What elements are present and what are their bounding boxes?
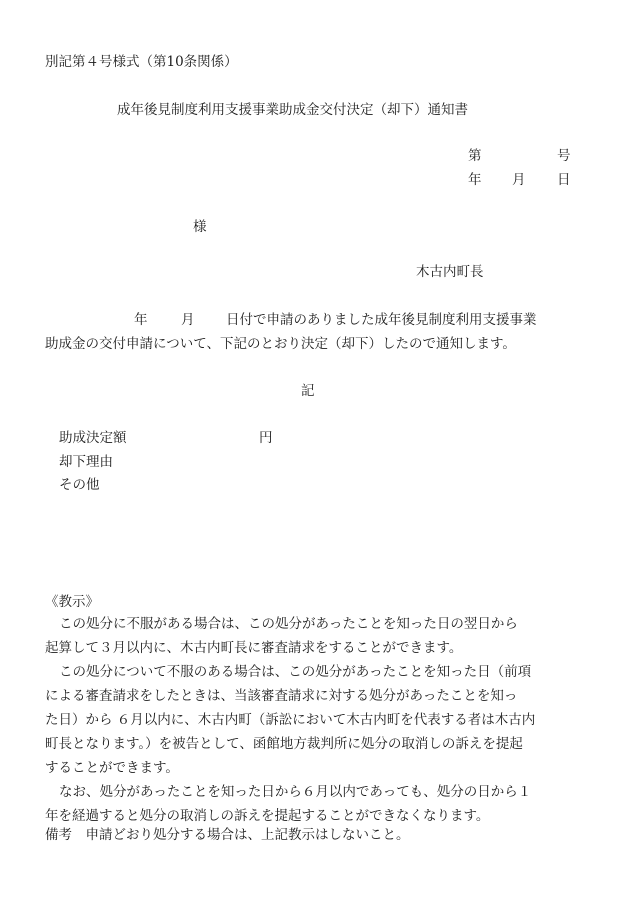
notice-para-2-line: この処分について不服のある場合は、この処分があったことを知った日（前項 [59,664,532,680]
date-day: 日 [557,172,571,188]
notice-para-1 [45,612,575,660]
notice-para-2 [45,660,575,780]
amount-label: 助成決定額 [59,430,127,446]
document-title: 成年後見制度利用支援事業助成金交付決定（却下）通知書 [117,102,468,118]
intro-month: 月 [181,312,195,328]
notice-para-3-line: なお、処分があったことを知った日から６月以内であっても、処分の日から１ [59,784,532,800]
date-year: 年 [468,172,482,188]
amount-unit: 円 [259,430,273,446]
ki-heading: 記 [301,383,315,399]
notice-para-2-line: による審査請求をしたときは、当該審査請求に対する処分があったことを知っ [45,688,518,704]
notice-para-2-line: 町長となります。）を被告として、函館地方裁判所に処分の取消しの訴えを提起 [45,736,523,752]
remarks: 備考 申請どおり処分する場合は、上記教示はしないこと。 [45,827,410,843]
notice-heading: 《教示》 [45,594,99,610]
doc-number-prefix: 第 [468,148,482,164]
notice-para-2-line: た日）から ６月以内に、木古内町（訴訟において木古内町を代表する者は木古内 [45,712,536,728]
notice-para-2-line: することができます。 [45,760,179,776]
form-label: 別記第４号様式（第10条関係） [45,54,238,70]
reason-label: 却下理由 [59,454,113,470]
notice-para-3 [45,780,575,828]
addressee-sama: 様 [193,219,207,235]
notice-para-1-line: 起算して３月以内に、木古内町長に審査請求をすることができます。 [45,640,463,656]
notice-para-3-line: 年を経過すると処分の取消しの訴えを提起することができなくなります。 [45,808,490,824]
other-label: その他 [59,477,100,493]
doc-number-suffix: 号 [557,148,571,164]
intro-year: 年 [134,312,148,328]
date-month: 月 [512,172,526,188]
issuer-name: 木古内町長 [416,264,484,280]
notice-para-1-line: この処分に不服がある場合は、この処分があったことを知った日の翌日から [59,616,518,632]
intro-line2: 助成金の交付申請について、下記のとおり決定（却下）したので通知します。 [45,336,516,352]
intro-line1: 日付で申請のありました成年後見制度利用支援事業 [226,312,537,328]
